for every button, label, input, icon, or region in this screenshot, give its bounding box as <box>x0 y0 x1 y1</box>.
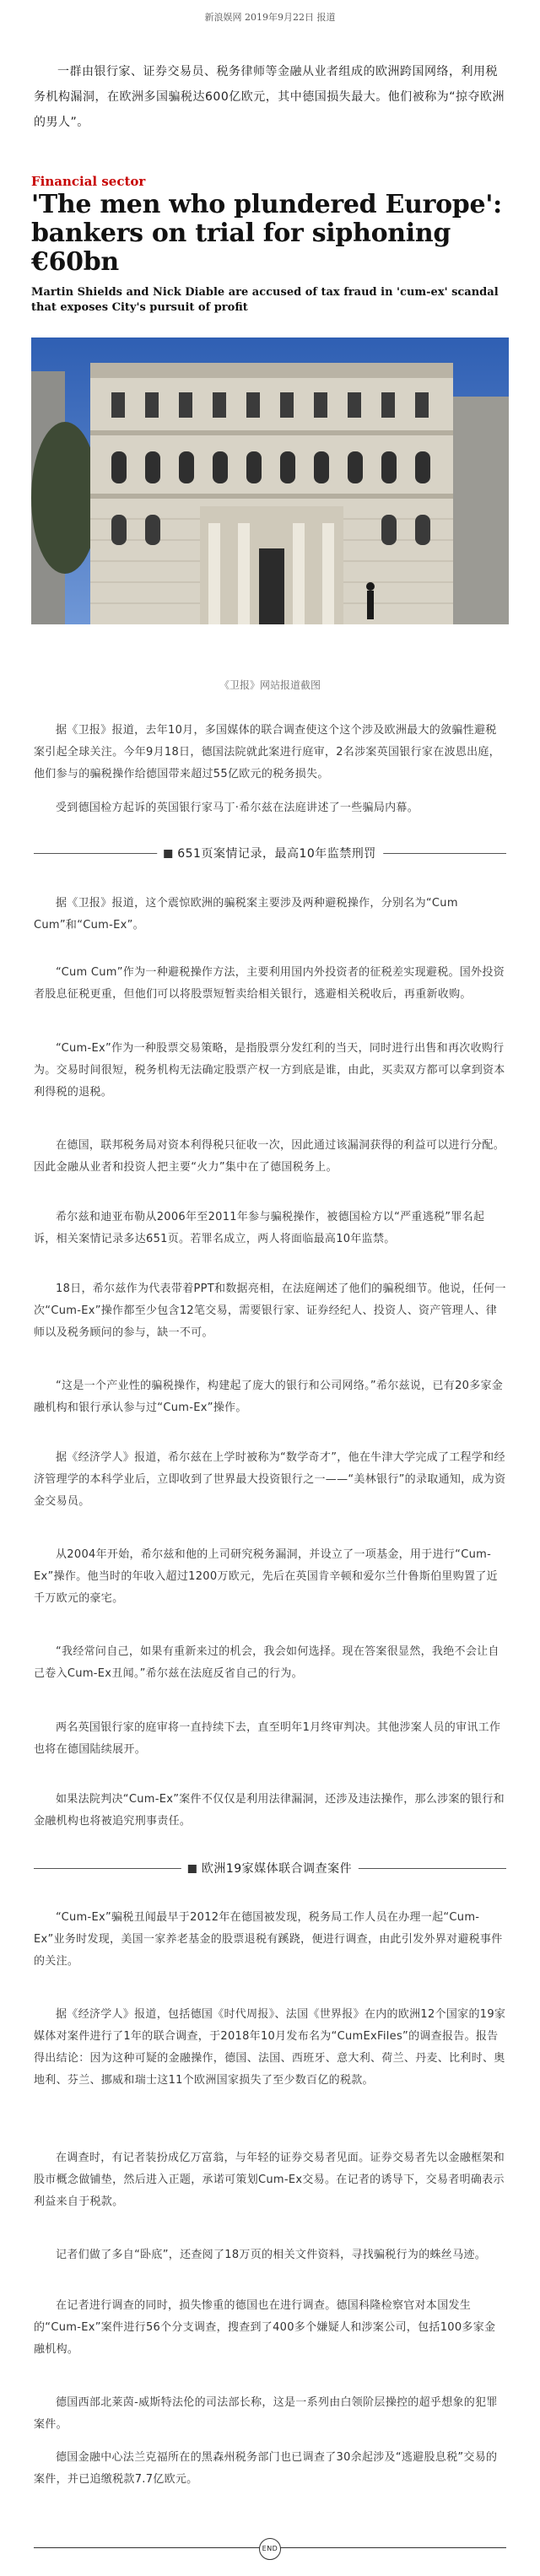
article-lead: 一群由银行家、证券交易员、税务律师等金融从业者组成的欧洲跨国网络，利用税务机构漏洞，在欧洲多国骗税达600亿欧元，其中德国损失最大。他们被称为“掠夺欧洲的男人”。 <box>34 65 505 129</box>
heading-marker-icon <box>188 1865 197 1873</box>
paragraph: “Cum-Ex”作为一种股票交易策略，是指股票分发红利的当天，同时进行出售和再次收购行为。交易时间很短，税务机构无法确定股票产权一方到底是谁，由此，买卖双方都可以拿到资本利得税的退税。 <box>34 1042 505 1099</box>
screenshot-section-label: Financial sector <box>31 174 146 189</box>
guardian-screenshot <box>31 169 509 624</box>
paragraph: 如果法院判决“Cum-Ex”案件不仅仅是利用法律漏洞，还涉及违法操作，那么涉案的银行和金融机构也将被追究刑事责任。 <box>34 1793 505 1828</box>
section-heading-label: 651页案情记录，最高10年监禁刑罚 <box>177 847 376 861</box>
end-badge: END <box>259 2538 281 2560</box>
section-heading <box>34 844 506 864</box>
heading-marker-icon <box>164 850 172 858</box>
paragraph: 在记者进行调查的同时，损失惨重的德国也在进行调查。德国科隆检察官对本国发生的“Cum-Ex”案件进行56个分支调查，搜查到了400多个嫌疑人和涉案公司，包括100多家金融机构。 <box>34 2299 496 2356</box>
section-heading <box>34 1859 506 1879</box>
paragraph: 在调查时，有记者装扮成亿万富翁，与年轻的证券交易者见面。证券交易者先以金融框架和股市概念做铺垫，然后进入正题，承诺可策划Cum-Ex交易。在记者的诱导下，交易者明确表示利益来自于税款。 <box>34 2152 505 2208</box>
paragraph: “这是一个产业性的骗税操作，构建起了庞大的银行和公司网络。”希尔兹说，已有20多家金融机构和银行承认参与过“Cum-Ex”操作。 <box>34 1380 504 1414</box>
paragraph: 据《卫报》报道，去年10月，多国媒体的联合调查使这个这个涉及欧洲最大的敛骗性避税案引起全球关注。今年9月18日，德国法院就此案进行庭审，2名涉案英国银行家在波恩出庭，他们参与的骗税操作给德国带来超过55亿欧元的税务损失。 <box>34 724 500 780</box>
paragraph: 据《经济学人》报道，希尔兹在上学时被称为“数学奇才”，他在牛津大学完成了工程学和经济管理学的本科学业后，立即收到了世界最大投资银行之一——“美林银行”的录取通知，成为资金交易员。 <box>34 1451 506 1508</box>
paragraph: 18日，希尔兹作为代表带着PPT和数据亮相，在法庭阐述了他们的骗税细节。他说，任何一次“Cum-Ex”操作都至少包含12笔交易，需要银行家、证券经纪人、投资人、资产管理人、律师以及税务顾问的参与，缺一不可。 <box>34 1283 506 1339</box>
paragraph: “Cum Cum”作为一种避税操作方法，主要利用国内外投资者的征税差实现避税。国外投资者股息征税更重，但他们可以将股票短暂卖给相关银行，逃避相关税收后，再重新收购。 <box>34 966 505 1001</box>
courthouse-photo <box>31 338 509 624</box>
paragraph: 据《卫报》报道，这个震惊欧洲的骗税案主要涉及两种避税操作，分别名为“Cum Cum”和“Cum-Ex”。 <box>34 897 458 932</box>
screenshot-standfirst: Martin Shields and Nick Diable are accused of tax fraud in 'cum-ex' scandal that exposes City's pursuit of profit <box>31 286 499 314</box>
end-divider <box>34 2535 506 2561</box>
screenshot-headline: 'The men who plundered Europe': bankers on trial for siphoning €60bn <box>31 190 502 277</box>
screenshot-caption: 《卫报》网站报道截图 <box>219 679 321 691</box>
paragraph: 据《经济学人》报道，包括德国《时代周报》、法国《世界报》在内的欧洲12个国家的19家媒体对案件进行了1年的联合调查，于2018年10月发布名为“CumExFiles”的调查报告。报告得出结论：因为这种可疑的金融操作，德国、法国、西班牙、意大利、荷兰、丹麦、比利时、奥地利、芬兰、挪威和瑞士这11个欧洲国家损失了至少数百亿的税款。 <box>34 2008 506 2087</box>
paragraph: 记者们做了多自“卧底”，还查阅了18万页的相关文件资料，寻找骗税行为的蛛丝马迹。 <box>56 2249 487 2261</box>
paragraph: 希尔兹和迪亚布勒从2006年至2011年参与骗税操作，被德国检方以“严重逃税”罪名起诉，相关案情记录多达651页。若罪名成立，两人将面临最高10年监禁。 <box>34 1211 485 1245</box>
section-heading-text <box>181 1859 359 1879</box>
paragraph: 德国西部北莱茵-威斯特法伦的司法部长称，这是一系列由白领阶层操控的超乎想象的犯罪案件。 <box>34 2396 498 2431</box>
paragraph: “Cum-Ex”骗税丑闻最早于2012年在德国被发现，税务局工作人员在办理一起“Cum-Ex”业务时发现，美国一家养老基金的股票退税有蹊跷，便进行调查，由此引发外界对避税事件的关注。 <box>34 1911 503 1968</box>
paragraph: 受到德国检方起诉的英国银行家马丁·希尔兹在法庭讲述了一些骗局内幕。 <box>56 802 419 814</box>
paragraph: 德国金融中心法兰克福所在的黑森州税务部门也已调查了30余起涉及“逃避股息税”交易的案件，并已追缴税款7.7亿欧元。 <box>34 2451 498 2486</box>
section-heading-text <box>157 844 383 864</box>
section-heading-label: 欧洲19家媒体联合调查案件 <box>201 1862 353 1876</box>
paragraph: 两名英国银行家的庭审将一直持续下去，直至明年1月终审判决。其他涉案人员的审讯工作也将在德国陆续展开。 <box>34 1721 501 1756</box>
article-meta: 新浪娱网 2019年9月22日 报道 <box>204 12 336 23</box>
paragraph: 在德国，联邦税务局对资本利得税只征收一次，因此通过该漏洞获得的利益可以进行分配。因此金融从业者和投资人把主要“火力”集中在了德国税务上。 <box>34 1139 505 1174</box>
paragraph: “我经常问自己，如果有重新来过的机会，我会如何选择。现在答案很显然，我绝不会让自己卷入Cum-Ex丑闻。”希尔兹在法庭反省自己的行为。 <box>34 1645 500 1680</box>
paragraph: 从2004年开始，希尔兹和他的上司研究税务漏洞，并设立了一项基金，用于进行“Cum-Ex”操作。他当时的年收入超过1200万欧元，先后在英国肯辛顿和爱尔兰什鲁斯伯里购置了近千万欧元的豪宅。 <box>34 1548 498 1605</box>
